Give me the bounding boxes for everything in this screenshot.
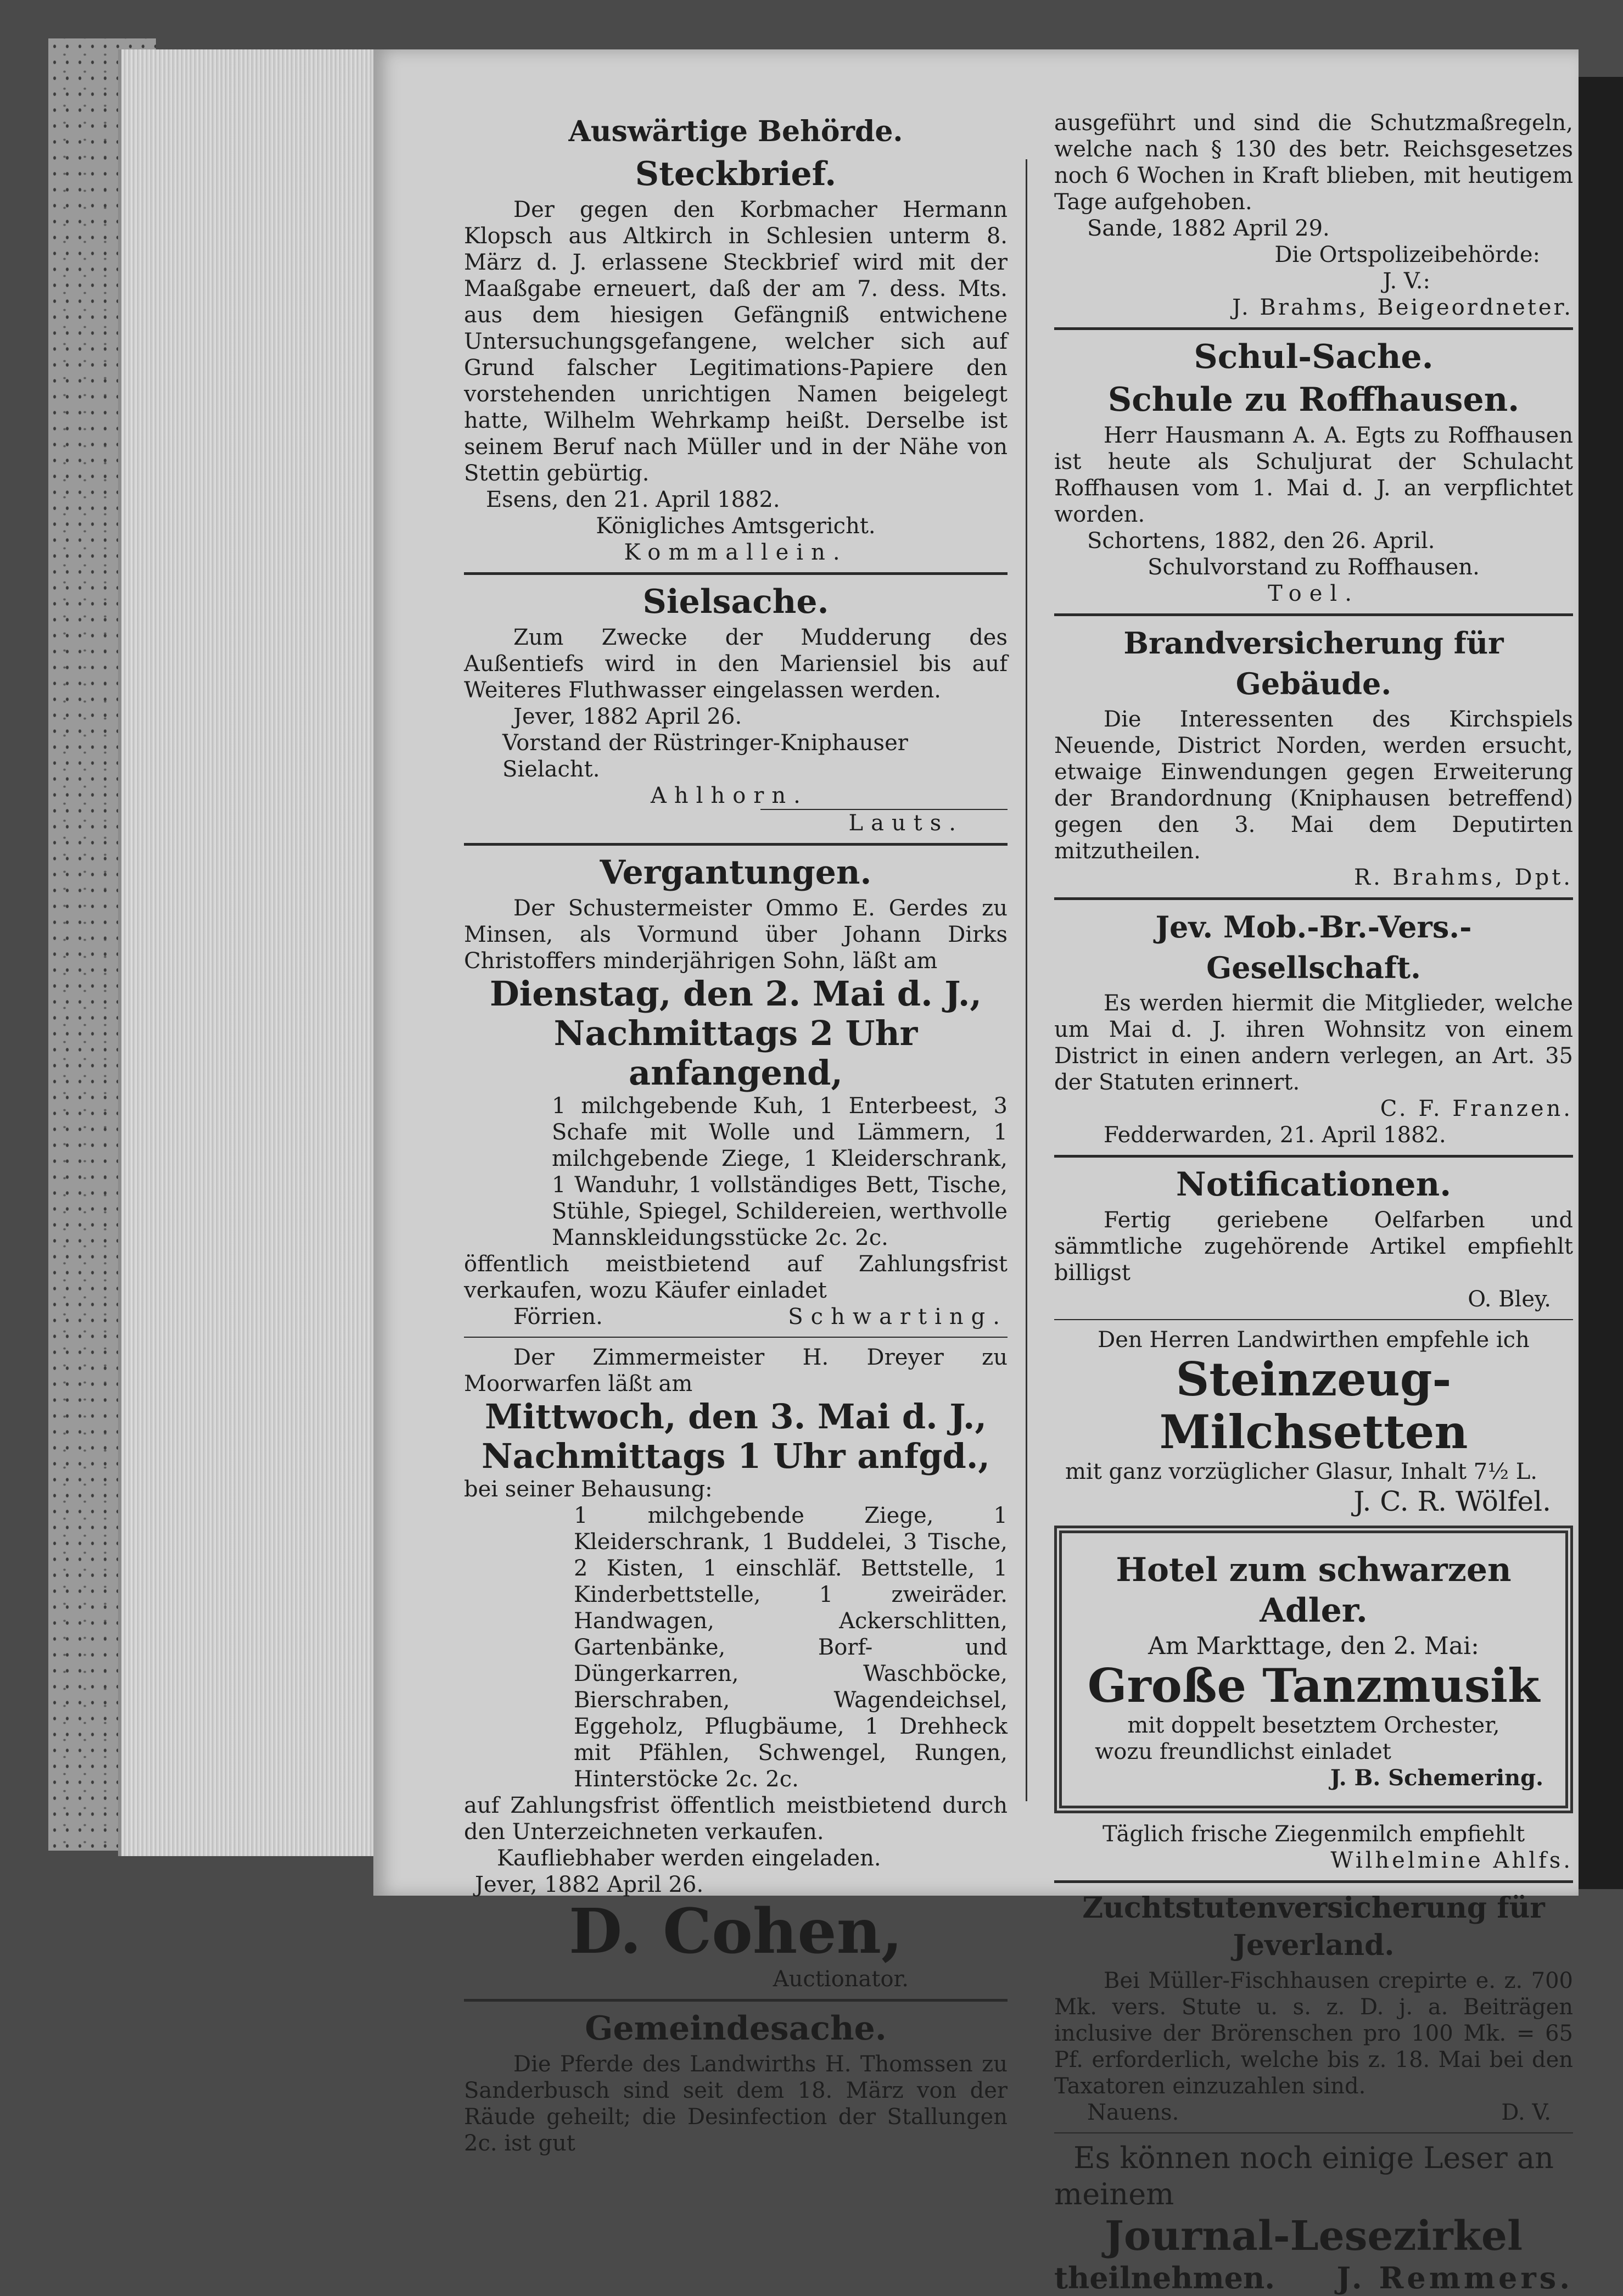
sielsache-signature-2: Lauts. bbox=[760, 809, 1008, 836]
section-rule bbox=[1054, 613, 1573, 616]
brand-body: Die Interessenten des Kirchspiels Neuende, District Norden, werden ersucht, etwaige Einwendungen gegen Erweiterung der Brandordnung (Kniphausen betreffend) gegen den 3. Mai dem Deputirten mitzutheilen. bbox=[1054, 707, 1573, 864]
notice-continuation bbox=[1054, 110, 1573, 321]
vergantung-2-time: Nachmittags 1 Uhr anfgd., bbox=[481, 1436, 990, 1476]
heading-auswaertige-behoerde: Auswärtige Behörde. bbox=[568, 115, 903, 148]
section-rule bbox=[464, 572, 1008, 575]
vergantung-1-date: Dienstag, den 2. Mai d. J., bbox=[489, 974, 982, 1014]
auctioneer-name: D. Cohen, bbox=[568, 1896, 903, 1968]
section-rule bbox=[1054, 1155, 1573, 1158]
schul-date: Schortens, 1882, den 26. April. bbox=[1087, 528, 1435, 554]
hotel-event: Große Tanzmusik bbox=[1087, 1658, 1540, 1713]
hotel-ad bbox=[1078, 1543, 1549, 1796]
steckbrief-body: Der gegen den Korbmacher Hermann Klopsch aus Altkirch in Schlesien unterm 8. März d. J. erlassene Steckbrief wird mit der Maaßgabe erneuert, daß der am 7. dess. Mts. aus dem hiesigen Gefängniß entwichene Untersuchungsgefangene, welcher sich auf Grund falscher Legitimations-Papiere den vorstehenden unrichtigen Namen beigelegt hatte, Wilhelm Wehrkamp heißt. Derselbe ist seinem Beruf nach Müller und in der Nähe von Stettin gebürtig. bbox=[464, 197, 1008, 486]
hotel-detail: mit doppelt besetztem Orchester, bbox=[1127, 1713, 1500, 1738]
journal-line-1: Es können noch einige Leser an bbox=[1073, 2141, 1554, 2175]
vergantung-2-date: Mittwoch, den 3. Mai d. J., bbox=[484, 1396, 987, 1437]
vergantung-2-invite: Kaufliebhaber werden eingeladen. bbox=[497, 1846, 881, 1871]
zucht-signature: D. V. bbox=[1501, 2100, 1551, 2125]
section-rule bbox=[1054, 327, 1573, 330]
notice-vergantungen bbox=[464, 852, 1008, 1992]
hotel-ad-border bbox=[1054, 1526, 1573, 1813]
vergantung-1-signature: Schwarting. bbox=[788, 1304, 1008, 1329]
jev-date: Fedderwarden, 21. April 1882. bbox=[1104, 1122, 1446, 1148]
schul-body: Herr Hausmann A. A. Egts zu Roffhausen ist heute als Schuljurat der Schulacht Roffhausen vom 1. Mai d. J. an verpflichtet worden. bbox=[1054, 423, 1573, 527]
vergantung-2-date-line: Jever, 1882 April 26. bbox=[475, 1872, 704, 1897]
schul-signature: Toel. bbox=[1268, 581, 1359, 606]
heading-schul-sache: Schul-Sache. bbox=[1194, 338, 1434, 376]
notice-auswaertige-behoerde bbox=[464, 113, 1008, 566]
hotel-day: Am Markttage, den 2. Mai: bbox=[1148, 1632, 1479, 1660]
milch-body: Täglich frische Ziegenmilch empfiehlt bbox=[1102, 1822, 1525, 1847]
notice-journal-lesezirkel bbox=[1054, 2140, 1573, 2296]
heading-schule-roffhausen: Schule zu Roffhausen. bbox=[1107, 381, 1520, 419]
heading-brandversicherung: Brandversicherung für Gebäude. bbox=[1123, 625, 1504, 701]
schul-board: Schulvorstand zu Roffhausen. bbox=[1148, 555, 1480, 580]
continuation-body: ausgeführt und sind die Schutzmaßregeln, welche nach § 130 des betr. Reichsgesetzes noch 6 Wochen in Kraft blieben, mit heutigem Tage aufgehoben. bbox=[1054, 110, 1573, 215]
notice-notificationen bbox=[1054, 1164, 1573, 1518]
jev-signature: C. F. Franzen. bbox=[1380, 1096, 1573, 1121]
sielsache-body: Zum Zwecke der Mudderung des Außentiefs wird in den Mariensiel bis auf Weiteres Fluthwasser eingelassen werden. bbox=[464, 625, 1008, 703]
section-rule bbox=[1054, 1880, 1573, 1883]
heading-notificationen: Notificationen. bbox=[1176, 1165, 1452, 1204]
vergantung-1-outro: öffentlich meistbietend auf Zahlungsfrist verkaufen, wozu Käufer einladet bbox=[464, 1252, 1008, 1303]
jev-body: Es werden hiermit die Mitglieder, welche um Mai d. J. ihren Wohnsitz von einem District in einen andern verlegen, an Art. 35 der Statuten erinnert. bbox=[1054, 991, 1573, 1095]
zucht-footer bbox=[1054, 2099, 1573, 2126]
vergantung-1-footer bbox=[464, 1304, 1008, 1330]
vergantung-2-intro: Der Zimmermeister H. Dreyer zu Moorwarfen läßt am bbox=[464, 1345, 1008, 1396]
section-rule bbox=[464, 1999, 1008, 2002]
vergantung-2-items: 1 milchgebende Ziege, 1 Kleiderschrank, 1 Buddelei, 3 Tische, 2 Kisten, 1 einschläf. Bettstelle, 1 Kinderbettstelle, 1 zweiräder. Handwagen, Ackerschlitten, Gartenbänke, Borf- und Düngerkarren, Waschböcke, Bierschraben, Wagendeichsel, Eggeholz, Pflugbäume, 1 Drehheck mit Pfählen, Schwengel, Rungen, Hinterstöcke 2c. 2c. bbox=[574, 1503, 1008, 1792]
right-column bbox=[1054, 110, 1573, 2296]
heading-sielsache: Sielsache. bbox=[642, 583, 829, 621]
hotel-signature: J. B. Schemering. bbox=[1330, 1765, 1543, 1791]
journal-line-3: theilnehmen. bbox=[1054, 2260, 1275, 2295]
page-edges bbox=[118, 49, 379, 1856]
steckbrief-signature: Kommallein. bbox=[624, 540, 848, 565]
notice-rule bbox=[464, 1337, 1008, 1338]
notice-zuchtstuten bbox=[1054, 1890, 1573, 2126]
continuation-date: Sande, 1882 April 29. bbox=[1087, 216, 1330, 241]
column-divider bbox=[1026, 159, 1027, 1801]
section-rule bbox=[464, 843, 1008, 846]
heading-vergantungen: Vergantungen. bbox=[600, 853, 872, 892]
sielsache-board: Vorstand der Rüstringer-Kniphauser Sielacht. bbox=[502, 730, 908, 782]
right-page-edge bbox=[1579, 77, 1623, 1889]
steckbrief-date: Esens, den 21. April 1882. bbox=[486, 487, 780, 512]
continuation-signature: J. Brahms, Beigeordneter. bbox=[1232, 295, 1573, 320]
notice-schul-sache bbox=[1054, 337, 1573, 607]
notice-brandversicherung bbox=[1054, 623, 1573, 891]
notice-ziegenmilch bbox=[1054, 1821, 1573, 1874]
section-rule bbox=[1054, 897, 1573, 900]
vergantung-1-time: Nachmittags 2 Uhr anfangend, bbox=[553, 1013, 918, 1093]
journal-footer bbox=[1054, 2260, 1573, 2296]
vergantung-2-lead: bei seiner Behausung: bbox=[464, 1477, 713, 1502]
left-column bbox=[464, 110, 1008, 2157]
vergantung-1-intro: Der Schustermeister Ommo E. Gerdes zu Minsen, als Vormund über Johann Dirks Christoffers minderjährigen Sohn, läßt am bbox=[464, 896, 1008, 974]
gemeindesache-body: Die Pferde des Landwirths H. Thomssen zu Sanderbusch sind seit dem 18. März von der Räude geheilt; die Desinfection der Stallungen 2c. ist gut bbox=[464, 2052, 1008, 2156]
journal-line-2: meinem bbox=[1054, 2177, 1174, 2211]
notif-intro-2: Den Herren Landwirthen empfehle ich bbox=[1098, 1327, 1530, 1353]
steckbrief-authority: Königliches Amtsgericht. bbox=[596, 513, 876, 539]
notice-rule bbox=[1054, 1319, 1573, 1320]
journal-signature: J. Remmers. bbox=[1336, 2260, 1573, 2295]
vergantung-2-outro: auf Zahlungsfrist öffentlich meistbietend durch den Unterzeichneten verkaufen. bbox=[464, 1793, 1008, 1845]
journal-title: Journal-Lesezirkel bbox=[1104, 2213, 1523, 2260]
notice-gemeindesache bbox=[464, 2008, 1008, 2157]
auctioneer-title: Auctionator. bbox=[773, 1967, 909, 1992]
milch-signature: Wilhelmine Ahlfs. bbox=[1330, 1848, 1573, 1873]
notif-signature-2: J. C. R. Wölfel. bbox=[1353, 1485, 1551, 1517]
heading-zuchtstuten: Zuchtstutenversicherung für Jeverland. bbox=[1082, 1891, 1545, 1962]
heading-gemeindesache: Gemeindesache. bbox=[585, 2009, 887, 2048]
hotel-name: Hotel zum schwarzen Adler. bbox=[1116, 1551, 1512, 1630]
notice-rule bbox=[1054, 2132, 1573, 2133]
notif-signature: O. Bley. bbox=[1468, 1287, 1551, 1312]
vergantung-1-items: 1 milchgebende Kuh, 1 Enterbeest, 3 Schafe mit Wolle und Lämmern, 1 milchgebende Ziege, 1 Kleiderschrank, 1 Wanduhr, 1 vollständiges Bett, Tische, Stühle, Spiegel, Schildereien, werthvolle Mannskleidungsstücke 2c. 2c. bbox=[552, 1093, 1008, 1250]
sielsache-date: Jever, 1882 April 26. bbox=[513, 704, 742, 729]
zucht-place: Nauens. bbox=[1087, 2100, 1179, 2125]
heading-jev-mob: Jev. Mob.-Br.-Vers.-Gesellschaft. bbox=[1155, 909, 1472, 985]
continuation-iv: J. V.: bbox=[1383, 269, 1430, 294]
hotel-invite: wozu freundlichst einladet bbox=[1095, 1739, 1391, 1764]
notif-detail: mit ganz vorzüglicher Glasur, Inhalt 7½ L. bbox=[1065, 1459, 1538, 1484]
heading-steckbrief: Steckbrief. bbox=[635, 155, 837, 193]
zucht-body: Bei Müller-Fischhausen crepirte e. z. 700 Mk. vers. Stute u. s. z. D. j. a. Beiträgen inclusive der Brörenschen pro 100 Mk. = 65 Pf. erforderlich, welche bis z. 18. Mai bei den Taxatoren einzuzahlen sind. bbox=[1054, 1968, 1573, 2099]
vergantung-1-place: Förrien. bbox=[513, 1304, 603, 1329]
notif-body: Fertig geriebene Oelfarben und sämmtliche zugehörende Artikel empfiehlt billigst bbox=[1054, 1208, 1573, 1286]
brand-signature: R. Brahms, Dpt. bbox=[1353, 865, 1573, 890]
sielsache-signature-1: Ahlhorn. bbox=[651, 783, 808, 808]
notice-sielsache bbox=[464, 582, 1008, 836]
continuation-authority: Die Ortspolizeibehörde: bbox=[1274, 242, 1540, 267]
notice-jev-mob bbox=[1054, 907, 1573, 1148]
notif-product: Steinzeug-Milchsetten bbox=[1159, 1352, 1468, 1459]
